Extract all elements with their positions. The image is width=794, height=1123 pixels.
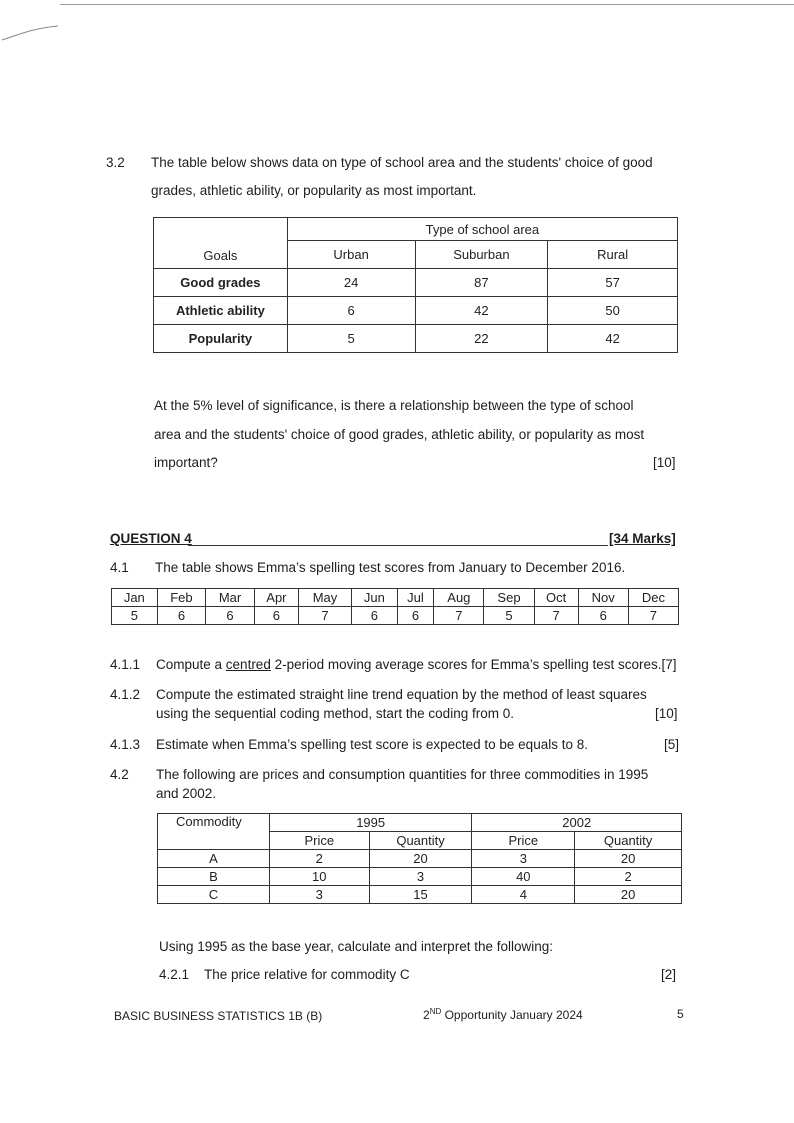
price-header: Price (472, 832, 575, 850)
commodity-name: B (158, 868, 270, 886)
commodity-table (157, 813, 682, 904)
q4-1-3-text: Estimate when Emma’s spelling test score is expected to be equals to 8. (156, 737, 588, 752)
month-cell: Nov (578, 589, 628, 607)
q4-2-1-text: The price relative for commodity C (204, 967, 410, 982)
month-cell: Dec (628, 589, 678, 607)
cell: 40 (472, 868, 575, 886)
month-cell: Apr (254, 589, 298, 607)
cell: 4 (472, 886, 575, 904)
table-row (158, 886, 682, 904)
question-4-rule (188, 545, 608, 546)
quantity-header: Quantity (369, 832, 472, 850)
pen-mark (0, 14, 70, 54)
cell: 3 (269, 886, 369, 904)
q4-1-2-number: 4.1.2 (110, 687, 141, 702)
month-cell: Jan (112, 589, 158, 607)
score-cell: 6 (206, 607, 255, 625)
col-header-rural: Rural (548, 241, 678, 269)
commodity-header: Commodity (158, 814, 270, 850)
footer-opp-rest: Opportunity January 2024 (441, 1008, 583, 1022)
cell: 24 (287, 269, 415, 297)
cell: 57 (548, 269, 678, 297)
q3-2-marks: [10] (653, 455, 676, 470)
q4-2-line1: The following are prices and consumption quantities for three commodities in 1995 (156, 767, 649, 782)
year-2002-header: 2002 (472, 814, 682, 832)
school-area-table (153, 217, 678, 353)
spelling-scores-table (111, 588, 679, 625)
cell: 2 (269, 850, 369, 868)
q4-2-line2: and 2002. (156, 786, 217, 801)
col-header-urban: Urban (287, 241, 415, 269)
scores-row (112, 607, 679, 625)
score-cell: 5 (484, 607, 534, 625)
score-cell: 6 (352, 607, 398, 625)
q4-1-1-pre: Compute a (156, 657, 226, 672)
score-cell: 6 (397, 607, 434, 625)
score-cell: 7 (298, 607, 351, 625)
row-label: Good grades (154, 269, 288, 297)
month-cell: Aug (434, 589, 484, 607)
score-cell: 7 (628, 607, 678, 625)
col-header-suburban: Suburban (415, 241, 548, 269)
table-row (154, 297, 678, 325)
cell: 3 (369, 868, 472, 886)
top-rule (60, 4, 794, 5)
table-row (154, 325, 678, 353)
cell: 15 (369, 886, 472, 904)
footer-opportunity (423, 1007, 583, 1022)
q4-1-3-marks: [5] (664, 737, 680, 752)
footer-course: BASIC BUSINESS STATISTICS 1B (B) (114, 1009, 323, 1023)
cell: 20 (575, 850, 682, 868)
table-row (154, 269, 678, 297)
cell: 2 (575, 868, 682, 886)
q4-1-1-text (156, 656, 677, 674)
commodity-name: A (158, 850, 270, 868)
month-cell: Feb (157, 589, 206, 607)
row-label: Popularity (154, 325, 288, 353)
month-cell: Oct (534, 589, 578, 607)
commodity-name: C (158, 886, 270, 904)
goals-header: Goals (154, 218, 288, 269)
month-cell: Sep (484, 589, 534, 607)
month-cell: Jul (397, 589, 434, 607)
cell: 6 (287, 297, 415, 325)
cell: 5 (287, 325, 415, 353)
cell: 50 (548, 297, 678, 325)
cell: 22 (415, 325, 548, 353)
month-cell: Jun (352, 589, 398, 607)
question-4-title: QUESTION 4 (110, 531, 192, 546)
table-row (158, 850, 682, 868)
q4-1-text: The table shows Emma’s spelling test scores from January to December 2016. (155, 560, 626, 575)
cell: 42 (548, 325, 678, 353)
score-cell: 6 (254, 607, 298, 625)
cell: 20 (575, 886, 682, 904)
table-row (158, 868, 682, 886)
months-row (112, 589, 679, 607)
score-cell: 5 (112, 607, 158, 625)
footer-opp-sup: ND (429, 1007, 442, 1016)
cell: 20 (369, 850, 472, 868)
q4-1-1-number: 4.1.1 (110, 657, 141, 672)
row-label: Athletic ability (154, 297, 288, 325)
score-cell: 6 (578, 607, 628, 625)
question-4-marks: [34 Marks] (609, 531, 676, 546)
score-cell: 7 (434, 607, 484, 625)
score-cell: 7 (534, 607, 578, 625)
q3-2-question-line3: important? (154, 455, 218, 470)
cell: 42 (415, 297, 548, 325)
q4-2-1-marks: [2] (661, 967, 677, 982)
q3-2-intro-line2: grades, athletic ability, or popularity as most important. (151, 183, 477, 198)
q4-1-2-line1: Compute the estimated straight line trend equation by the method of least squares (156, 687, 647, 702)
q4-1-2-line2: using the sequential coding method, start the coding from 0. (156, 706, 514, 721)
score-cell: 6 (157, 607, 206, 625)
q3-2-question-line2: area and the students' choice of good grades, athletic ability, or popularity as most (154, 427, 645, 442)
month-cell: Mar (206, 589, 255, 607)
q4-1-3-number: 4.1.3 (110, 737, 141, 752)
q3-2-intro-line1: The table below shows data on type of school area and the students' choice of good (151, 155, 653, 170)
q4-1-1-underlined: centred (225, 657, 271, 672)
q4-1-2-marks: [10] (655, 706, 678, 721)
q4-1-number: 4.1 (110, 560, 129, 575)
footer-opp-num: 2 (423, 1008, 430, 1022)
quantity-header: Quantity (575, 832, 682, 850)
base-year-text: Using 1995 as the base year, calculate and interpret the following: (159, 939, 553, 954)
year-1995-header: 1995 (269, 814, 472, 832)
cell: 10 (269, 868, 369, 886)
q4-2-1-number: 4.2.1 (159, 967, 190, 982)
q3-2-number: 3.2 (106, 155, 125, 170)
page-number: 5 (677, 1007, 684, 1021)
school-area-group-header: Type of school area (287, 218, 677, 241)
month-cell: May (298, 589, 351, 607)
q3-2-question-line1: At the 5% level of significance, is there a relationship between the type of school (154, 398, 634, 413)
q4-1-1-post: 2-period moving average scores for Emma’s spelling test scores.[7] (270, 657, 677, 672)
q4-2-number: 4.2 (110, 767, 129, 782)
price-header: Price (269, 832, 369, 850)
cell: 87 (415, 269, 548, 297)
cell: 3 (472, 850, 575, 868)
